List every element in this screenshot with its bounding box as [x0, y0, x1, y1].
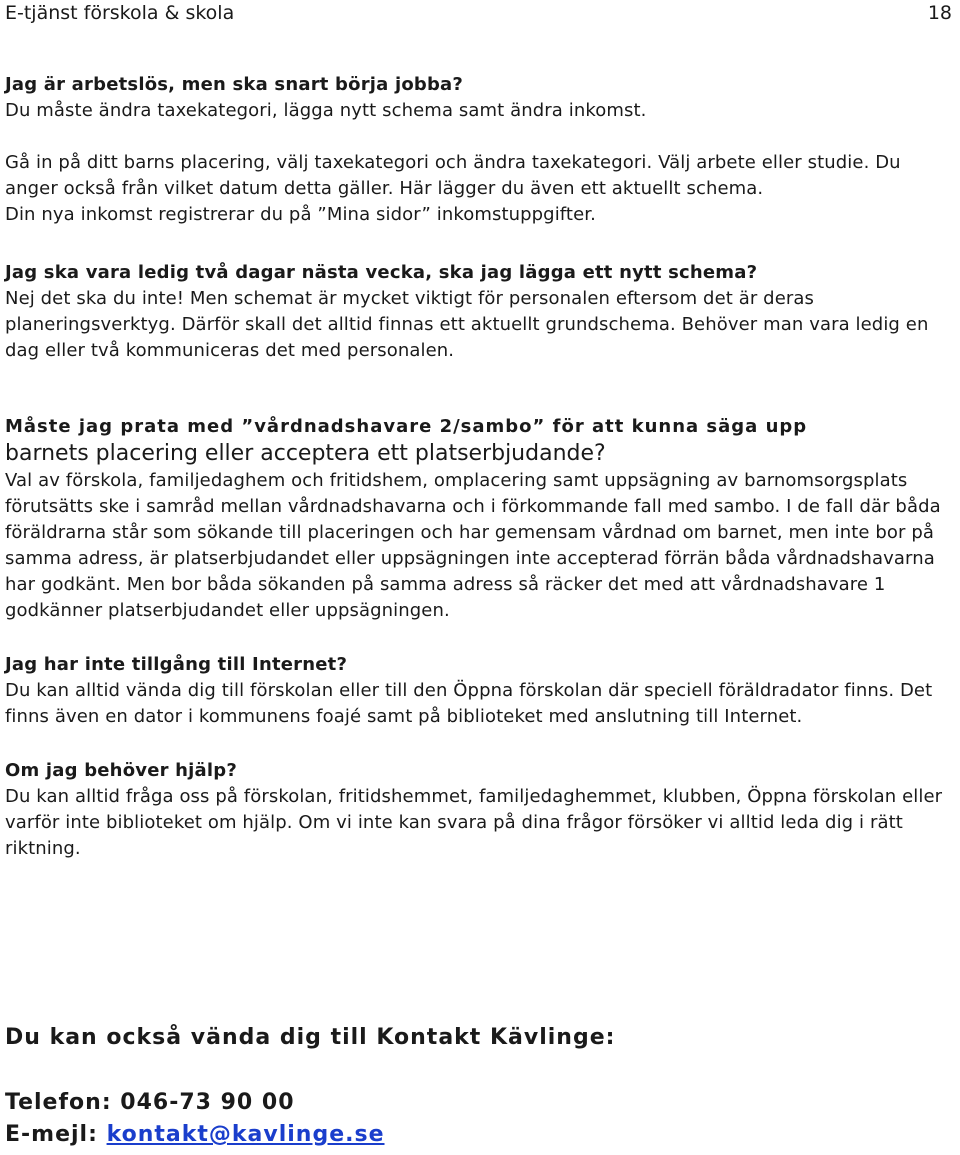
page-header [5, 2, 952, 26]
paragraph: Du måste ändra taxekategori, lägga nytt schema samt ändra inkomst. [5, 100, 647, 121]
section-internet [5, 652, 950, 730]
paragraph: Nej det ska du inte! Men schemat är mycket viktigt för personalen eftersom det är deras planeringsverktyg. Därför skall det alltid finnas ett aktuellt grundschema. Behöver man vara ledig en dag eller två kommuniceras det med personalen. [5, 288, 929, 361]
section-free-days [5, 260, 950, 364]
document-title: E-tjänst förskola & skola [5, 2, 235, 24]
section-heading-continued: barnets placering eller acceptera ett platserbjudande? [5, 441, 606, 466]
contact-phone-line [5, 1090, 295, 1115]
email-label: E-mejl: [5, 1122, 98, 1147]
section-guardian [5, 414, 950, 624]
section-heading: Jag är arbetslös, men ska snart börja jobba? [5, 74, 464, 95]
contact-heading: Du kan också vända dig till Kontakt Kävlinge: [5, 1025, 616, 1050]
section-help [5, 758, 950, 862]
section-heading: Om jag behöver hjälp? [5, 760, 237, 781]
document-body [5, 72, 950, 862]
page-number: 18 [927, 2, 952, 24]
section-heading: Måste jag prata med ”vårdnadshavare 2/sambo” för att kunna säga upp [5, 416, 808, 437]
section-heading: Jag har inte tillgång till Internet? [5, 654, 348, 675]
section-heading: Jag ska vara ledig två dagar nästa vecka, ska jag lägga ett nytt schema? [5, 262, 758, 283]
paragraph: Gå in på ditt barns placering, välj taxekategori och ändra taxekategori. Välj arbete eller studie. Du anger också från vilket datum detta gäller. Här lägger du även ett aktuellt schema. [5, 152, 901, 199]
paragraph: Val av förskola, familjedaghem och fritidshem, omplacering samt uppsägning av barnomsorgsplats förutsätts ske i samråd mellan vårdnadshavarna och i förkommande fall med sambo. I de fall där båda föräldrarna står som sökande till placeringen och har gemensam vårdnad om barnet, men inte bor på samma adress, är platserbjudandet eller uppsägningen inte accepterad förrän båda vårdnadshavarna har godkänt. Men bor båda sökanden på samma adress så räcker det med att vårdnadshavare 1 godkänner platserbjudandet eller uppsägningen. [5, 470, 941, 621]
phone-number: 046-73 90 00 [120, 1090, 295, 1115]
email-link[interactable]: kontakt@kavlinge.se [106, 1122, 385, 1147]
paragraph: Din nya inkomst registrerar du på ”Mina sidor” inkomstuppgifter. [5, 204, 596, 225]
paragraph: Du kan alltid fråga oss på förskolan, fritidshemmet, familjedaghemmet, klubben, Öppna förskolan eller varför inte biblioteket om hjälp. Om vi inte kan svara på dina frågor försöker vi alltid leda dig i rätt riktning. [5, 786, 943, 859]
phone-label: Telefon: [5, 1090, 112, 1115]
contact-email-line [5, 1122, 385, 1147]
paragraph: Du kan alltid vända dig till förskolan eller till den Öppna förskolan där speciell föräldradator finns. Det finns även en dator i kommunens foajé samt på biblioteket med anslutning till Internet. [5, 680, 933, 727]
section-unemployed [5, 72, 950, 228]
